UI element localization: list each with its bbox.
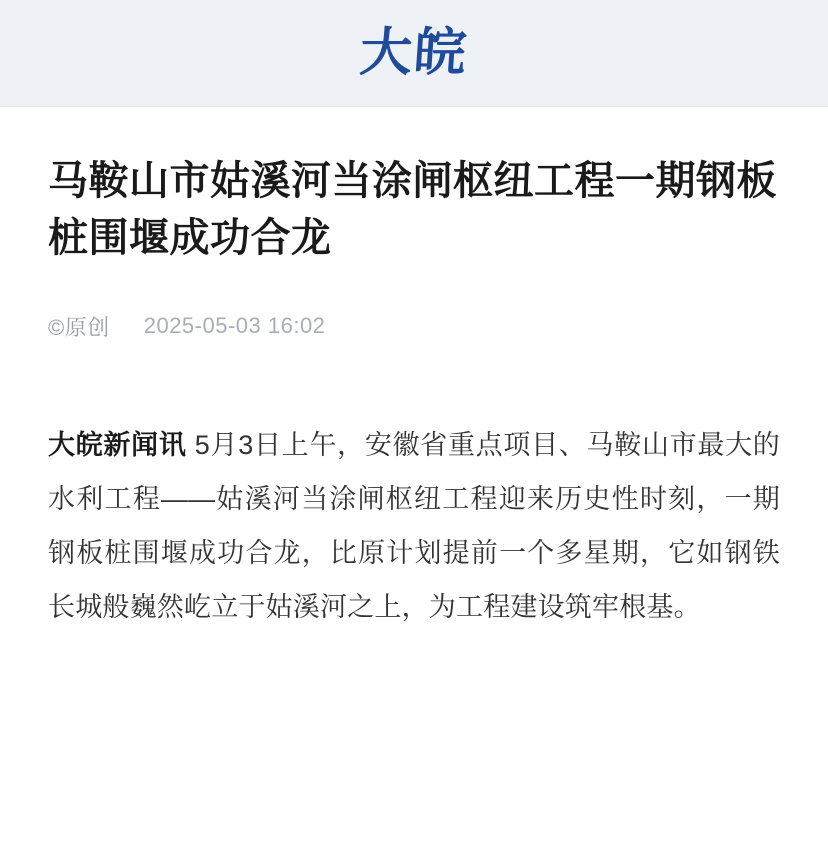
page-title: 马鞍山市姑溪河当涂闸枢纽工程一期钢板桩围堰成功合龙 [48, 159, 777, 260]
article-meta [48, 311, 780, 342]
article-body [48, 418, 780, 634]
original-badge: ©原创 [48, 314, 110, 340]
publish-timestamp: 2025-05-03 16:02 [143, 313, 326, 339]
site-header [0, 0, 828, 107]
article-body-lead: 大皖新闻讯 [48, 429, 187, 460]
article-container [0, 107, 828, 843]
brand-logo[interactable]: 大皖 [357, 22, 471, 83]
article-body-paragraph: 5月3日上午，安徽省重点项目、马鞍山市最大的水利工程——姑溪河当涂闸枢纽工程迎来历史性时刻，一期钢板桩围堰成功合龙，比原计划提前一个多星期，它如钢铁长城般巍然屹立于姑溪河之上，为工程建设筑牢根基。 [48, 429, 781, 622]
